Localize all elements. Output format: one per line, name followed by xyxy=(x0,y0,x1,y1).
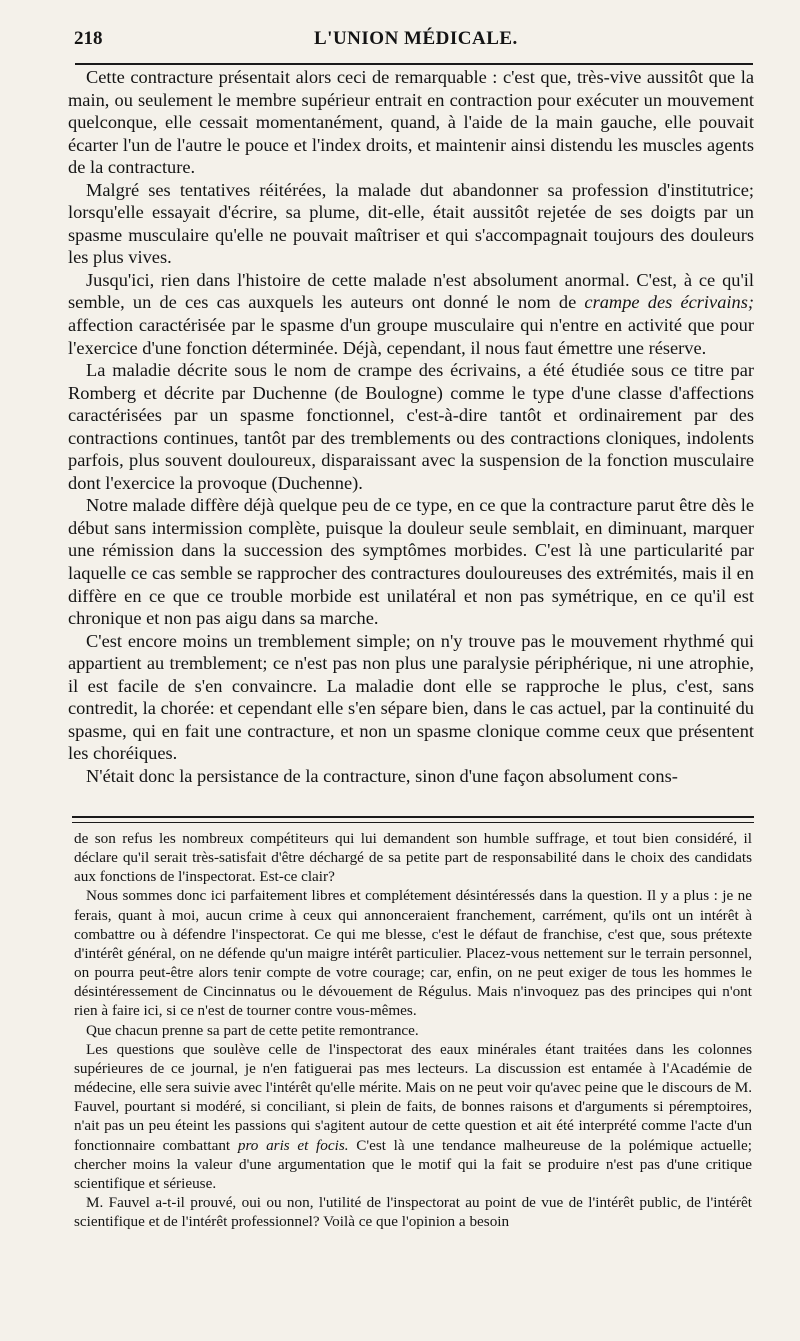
paragraph: N'était donc la persistance de la contracture, sinon d'une façon absolument cons- xyxy=(86,765,678,786)
feuilleton-section xyxy=(74,829,752,1231)
paragraph: Que chacun prenne sa part de cette petite remontrance. xyxy=(86,1021,419,1039)
paragraph xyxy=(68,269,754,359)
feuilleton-divider-thin xyxy=(72,822,754,823)
page-number: 218 xyxy=(74,28,103,49)
paragraph-text: Jusqu'ici, rien dans l'histoire de cette malade n'est absolument anormal. C'est, à ce qu'il semble, un de ces cas auxquels les auteurs ont donné le nom de xyxy=(68,269,754,313)
paragraph-text: C'est là une tendance malheureuse de la polémique actuelle; chercher moins la valeur d'une argumentation que le motif qui la fait se produire n'est pas d'une critique scientifique et sérieuse. xyxy=(74,1136,752,1192)
page-header xyxy=(62,28,752,58)
feuilleton-divider xyxy=(72,816,754,818)
paragraph-text: affection caractérisée par le spasme d'un groupe musculaire qui n'entre en activité que pour l'exercice d'une fonction déterminée. Déjà, cependant, il nous faut émettre une réserve. xyxy=(68,315,754,358)
paragraph: Cette contracture présentait alors ceci de remarquable : c'est que, très-vive aussitôt que la main, ou seulement le membre supérieur entrait en contraction pour exécuter un mouvement quelconque, elle cessait momentanément, quand, à l'aide de la main gauche, elle pouvait écarter l'un de l'autre le pouce et l'index droits, et maintenir ainsi distendu les muscles agents de la contracture. xyxy=(68,67,754,178)
paragraph: C'est encore moins un tremblement simple; on n'y trouve pas le mouvement rhythmé qui appartient au tremblement; ce n'est pas non plus une paralysie périphérique, ni une atrophie, il est facile de s'en convaincre. La maladie dont elle se rapproche le plus, c'est, sans contredit, la chorée: et cependant elle s'en sépare bien, dans le cas actuel, par la continuité du spasme, qui en fait une contracture, et non un spasme clonique comme ceux que présentent les choréiques. xyxy=(68,630,754,764)
main-article xyxy=(68,66,754,788)
paragraph: La maladie décrite sous le nom de crampe des écrivains, a été étudiée sous ce titre par Romberg et décrite par Duchenne (de Boulogne) comme le type d'une classe d'affections caractérisées par un spasme fonctionnel, c'est-à-dire tantôt et ordinairement par des contractions continues, tantôt par des tremblements ou des contractions cloniques, indolents parfois, plus souvent douloureux, disparaissant avec la suspension de la fonction musculaire dont l'exercice la provoque (Duchenne). xyxy=(68,360,754,493)
paragraph: Nous sommes donc ici parfaitement libres et complétement désintéressés dans la question. Il y a plus : je ne ferais, quant à moi, aucun crime à ceux qui annonceraient franchement, carrément, qu'ils ont un intérêt à combattre ou à défendre l'inspectorat. Ce qui me blesse, c'est le défaut de franchise, c'est que, sous prétexte d'intérêt général, on ne défende qu'un maigre intérêt particulier. Placez-vous nettement sur le terrain personnel, on pourra peut-être alors tenir compte de votre courage; car, enfin, on ne peut exiger de tous les hommes le désintéressement de Cincinnatus ou le dévouement de Régulus. Mais n'invoquez pas des principes qui n'ont rien à faire ici, si ce n'est de tourner contre vous-mêmes. xyxy=(74,887,752,1020)
paragraph xyxy=(74,1040,752,1193)
paragraph: M. Fauvel a-t-il prouvé, oui ou non, l'utilité de l'inspectorat au point de vue de l'intérêt public, de l'intérêt scientifique et de l'intérêt professionnel? Voilà ce que l'opinion a besoin xyxy=(74,1193,752,1231)
paragraph: Notre malade diffère déjà quelque peu de ce type, en ce que la contracture parut être dès le début sans intermission complète, puisque la douleur seule semblait, en diminuant, marquer une rémission dans la succession des symptômes morbides. C'est là une particularité par laquelle ce cas semble se rapprocher des contractures douloureuses des extrémités, mais il en diffère en ce que ce trouble morbide est unilatéral et non pas symétrique, en ce qu'il est chronique et non pas aigu dans sa marche. xyxy=(68,495,754,629)
italic-term: pro aris et focis. xyxy=(237,1136,349,1154)
italic-term: crampe des écrivains; xyxy=(584,292,754,313)
paragraph: Malgré ses tentatives réitérées, la malade dut abandonner sa profession d'institutrice; lorsqu'elle essayait d'écrire, sa plume, dit-elle, était aussitôt rejetée de ses doigts par un spasme musculaire qu'elle ne pouvait maîtriser et qui s'accompagnait toujours des douleurs les plus vives. xyxy=(68,179,754,268)
paragraph-text: Les questions que soulève celle de l'inspectorat des eaux minérales étant traitées dans les colonnes supérieures de ce journal, je n'en fatiguerai pas mes lecteurs. La discussion est entamée à l'Académie de médecine, elle sera suivie avec l'intérêt qu'elle mérite. Mais on ne peut voir qu'avec peine que le discours de M. Fauvel, pourtant si modéré, si conciliant, si plein de faits, de bonnes raisons et d'arguments si péremptoires, n'ait pas un peu éteint les passions qui s'agitent autour de cette question et ait été interprété comme l'acte d'un fonctionnaire combattant xyxy=(74,1040,752,1154)
header-rule xyxy=(75,63,753,65)
paragraph: de son refus les nombreux compétiteurs qui lui demandent son humble suffrage, et tout bien considéré, il déclare qu'il serait très-satisfait d'être déchargé de sa petite part de responsabilité dans le choix des candidats aux fonctions de l'inspectorat. Est-ce clair? xyxy=(74,830,752,886)
running-title: L'UNION MÉDICALE. xyxy=(314,28,518,49)
